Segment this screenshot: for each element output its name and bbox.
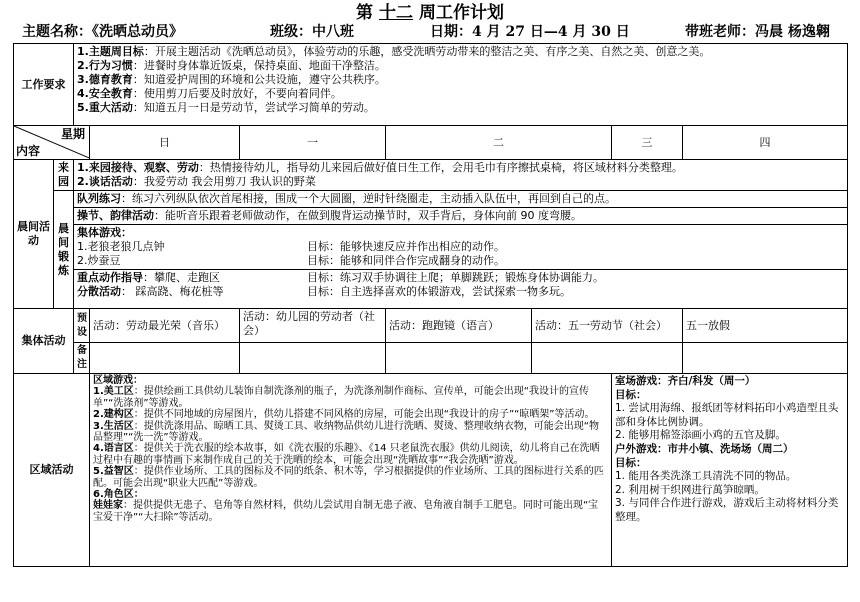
req-key-4: 4.安全教育 <box>77 87 133 100</box>
area-key-3: 3.生活区 <box>93 420 134 432</box>
week-label: 星期 <box>60 127 85 141</box>
requirements-label: 工作要求 <box>14 44 74 126</box>
game-2-goal: 目标：能够和同伴合作完成翻身的动作。 <box>307 254 505 267</box>
requirements-content <box>74 44 848 126</box>
plan-wed: 活动：五一劳动节（社会） <box>532 309 683 343</box>
plan-thu: 五一放假 <box>683 309 848 343</box>
area-key-4: 4.语言区 <box>93 443 134 455</box>
teachers: 带班老师：冯晨 杨逸翱 <box>685 24 830 40</box>
arrive-row <box>14 160 848 191</box>
indoor-goal-label: 目标： <box>615 388 647 401</box>
area-key-6: 6.角色区： <box>93 489 144 501</box>
day-mon: 一 <box>240 126 386 160</box>
area-item-2 <box>93 409 608 420</box>
area-key-5: 5.益智区 <box>93 466 134 478</box>
plan-label: 预设 <box>74 309 90 343</box>
day-tue: 二 <box>386 126 612 160</box>
indoor-goal-2: 2. 能够用棉签添画小鸡的五官及脚。 <box>615 429 786 442</box>
day-sun: 日 <box>90 126 240 160</box>
key-motion-key: 重点动作指导 <box>77 271 143 284</box>
req-val-4: ：使用剪刀后要及时放好，不要向着同伴。 <box>132 87 342 100</box>
arrive-key-2: 2.谈话活动 <box>77 175 133 188</box>
exercise-content <box>74 191 848 309</box>
venue-games <box>612 374 848 567</box>
plan-mon: 活动：幼儿园的劳动者（社会） <box>240 309 386 343</box>
area-val-3: ：提供洗涤用品、晾晒工具、熨烫工具、收纳物品供幼儿进行洗晒、熨烫、整理收纳衣物，可能会出现“物品整理”“洗一洗”等游戏。 <box>93 420 599 444</box>
arrive-label: 来园 <box>54 160 74 191</box>
date-range: 日期：4 月 27 日—4 月 30 日 <box>430 24 630 40</box>
note-wed <box>532 343 683 374</box>
area-val-2: ：提供不同地域的房屋图片，供幼儿搭建不同风格的房屋，可能会出现“我设计的房子”“晾晒架”等活动。 <box>133 409 595 421</box>
req-key-2: 2.行为习惯 <box>77 59 133 72</box>
theme-name: 主题名称：《洗晒总动员》 <box>22 24 183 40</box>
area-row <box>14 374 848 567</box>
req-val-1: ：开展主题活动《洗晒总动员》，体验劳动的乐趣，感受洗晒劳动带来的整洁之美、有序之美、自然之美、创意之美。 <box>143 45 711 58</box>
plan-table <box>13 43 848 567</box>
key-motion-goal: 目标：练习双手协调往上爬；单脚跳跃；锻炼身体协调能力。 <box>307 271 604 284</box>
group-note-row <box>14 343 848 374</box>
game-1-goal: 目标：能够快速反应并作出相应的动作。 <box>307 240 505 253</box>
area-games <box>90 374 612 567</box>
day-wed: 三 <box>612 126 683 160</box>
req-key-1: 1.主题周目标 <box>77 45 144 58</box>
game-1-name: 1.老狼老狼几点钟 <box>77 240 165 253</box>
game-1 <box>77 240 844 254</box>
info-bar <box>22 22 842 42</box>
note-mon <box>240 343 386 374</box>
req-val-5: ：知道五月一日是劳动节，尝试学习简单的劳动。 <box>132 101 375 114</box>
key-group-block <box>74 270 847 300</box>
outdoor-goal-3: 3. 与同伴合作进行游戏，游戏后主动将材料分类整理。 <box>615 497 839 523</box>
exercise-row <box>14 191 848 309</box>
key-motion-val: ：攀爬、走跑区 <box>143 271 220 284</box>
outdoor-title: 户外游戏：市井小镇、洗场场（周二） <box>615 442 794 455</box>
drill-line <box>74 191 847 208</box>
note-thu <box>683 343 848 374</box>
req-val-3: ：知道爱护周围的环境和公共设施，遵守公共秩序。 <box>132 73 386 86</box>
drill-key: 队列练习 <box>77 192 121 205</box>
req-key-5: 5.重大活动 <box>77 101 133 114</box>
arrive-val-2: ：我爱劳动 我会用剪刀 我认识的野菜 <box>132 175 316 188</box>
area-item-1 <box>93 386 608 409</box>
group-activity-label: 集体活动 <box>14 309 74 374</box>
page-title <box>0 2 860 24</box>
req-key-3: 3.德育教育 <box>77 73 133 86</box>
rhythm-line <box>74 208 847 225</box>
area-item-6 <box>93 489 608 500</box>
area-val-4: ：提供关于洗衣服的绘本故事，如《洗衣服的乐趣》、《14 只老鼠洗衣服》供幼儿阅读，幼儿将自己在洗晒过程中有趣的事情画下来制作成自己的关于洗晒的绘本，可能会出现“洗晒故事”“我会洗晒”游戏。 <box>93 443 600 466</box>
morning-label: 晨间活动 <box>14 160 54 309</box>
title-suffix: 周工作计划 <box>419 3 504 23</box>
rhythm-val: ：能听音乐跟着老师做动作，在做到腹背运动操节时，双手背后，身体向前 90 度弯腰。 <box>154 209 582 222</box>
indoor-title: 室场游戏：齐白/科发（周一） <box>615 375 756 387</box>
area-item-4 <box>93 443 608 466</box>
outdoor-goal-label: 目标： <box>615 456 647 469</box>
req-val-2: ：进餐时身体靠近饭桌，保持桌面、地面干净整洁。 <box>132 59 386 72</box>
week-number: 十二 <box>379 3 413 23</box>
area-val-7: ：提供提供无患子、皂角等自然材料，供幼儿尝试用自制无患子液、皂角液自制手工肥皂。同时可能出现“宝宝爱干净”“大扫除”等活动。 <box>93 500 599 523</box>
arrive-content <box>74 160 848 191</box>
group-plan-row <box>14 309 848 343</box>
title-prefix: 第 <box>356 3 373 23</box>
games-block <box>74 225 847 270</box>
key-motion <box>77 271 844 285</box>
day-header-row <box>14 126 848 160</box>
group-act-val: ： 踩高跷、梅花桩等 <box>121 285 224 298</box>
game-2-name: 2.炒蚕豆 <box>77 254 121 267</box>
note-label: 备注 <box>74 343 90 374</box>
group-act-key: 分散活动 <box>77 285 121 298</box>
area-item-5 <box>93 466 608 489</box>
area-label: 区域活动 <box>14 374 90 567</box>
note-tue <box>386 343 532 374</box>
content-label: 内容 <box>16 144 41 158</box>
outdoor-goal-2: 2. 利用树干织网进行萬笋晾晒。 <box>615 483 765 496</box>
game-2 <box>77 254 844 268</box>
drill-val: ：练习六列纵队依次首尾相接，围成一个大圆圈，逆时针绕圈走，主动插入队伍中，再回到自己的点。 <box>121 192 616 205</box>
area-item-7 <box>93 500 608 523</box>
outdoor-goal-1: 1. 能用各类洗涤工具清洗不同的物品。 <box>615 470 797 483</box>
area-key-2: 2.建构区 <box>93 409 134 421</box>
arrive-key-1: 1.来园接待、观察、劳动 <box>77 161 199 174</box>
note-sun <box>90 343 240 374</box>
area-title: 区域游戏： <box>93 375 143 386</box>
indoor-goal-1: 1. 尝试用海绵、报纸团等材料拓印小鸡造型且头部和身体比例协调。 <box>615 402 839 428</box>
area-val-1: ：提供绘画工具供幼儿装饰自制洗涤剂的瓶子，为洗涤剂制作商标、宣传单，可能会出现“我设计的宣传单”“洗涤剂”等游戏。 <box>93 386 589 409</box>
games-title: 集体游戏： <box>77 226 132 239</box>
area-val-5: ：提供作业场所、工具的图标及不同的纸条、积木等，学习根据提供的作业场所、工具的图标进行关系的匹配。可能会出现“职业大匹配”等游戏。 <box>93 466 604 489</box>
area-key-1: 1.美工区 <box>93 386 134 398</box>
requirements-row <box>14 44 848 126</box>
rhythm-key: 操节、韵律活动 <box>77 209 154 222</box>
class-name: 班级：中八班 <box>270 24 354 40</box>
exercise-label: 晨间锻炼 <box>54 191 74 309</box>
plan-sun: 活动：劳动最光荣（音乐） <box>90 309 240 343</box>
week-content-corner <box>14 126 90 160</box>
day-thu: 四 <box>683 126 848 160</box>
plan-tue: 活动：跑跑镜（语言） <box>386 309 532 343</box>
group-act-goal: 目标：自主选择喜欢的体锻游戏，尝试探索一物多玩。 <box>307 285 571 298</box>
arrive-val-1: ：热情接待幼儿，指导幼儿来园后做好值日生工作，会用毛巾有序擦拭桌椅，将区域材料分类整理。 <box>198 161 683 174</box>
area-key-7: 娃娃家 <box>93 500 123 512</box>
area-item-3 <box>93 421 608 444</box>
group-act <box>77 285 844 299</box>
